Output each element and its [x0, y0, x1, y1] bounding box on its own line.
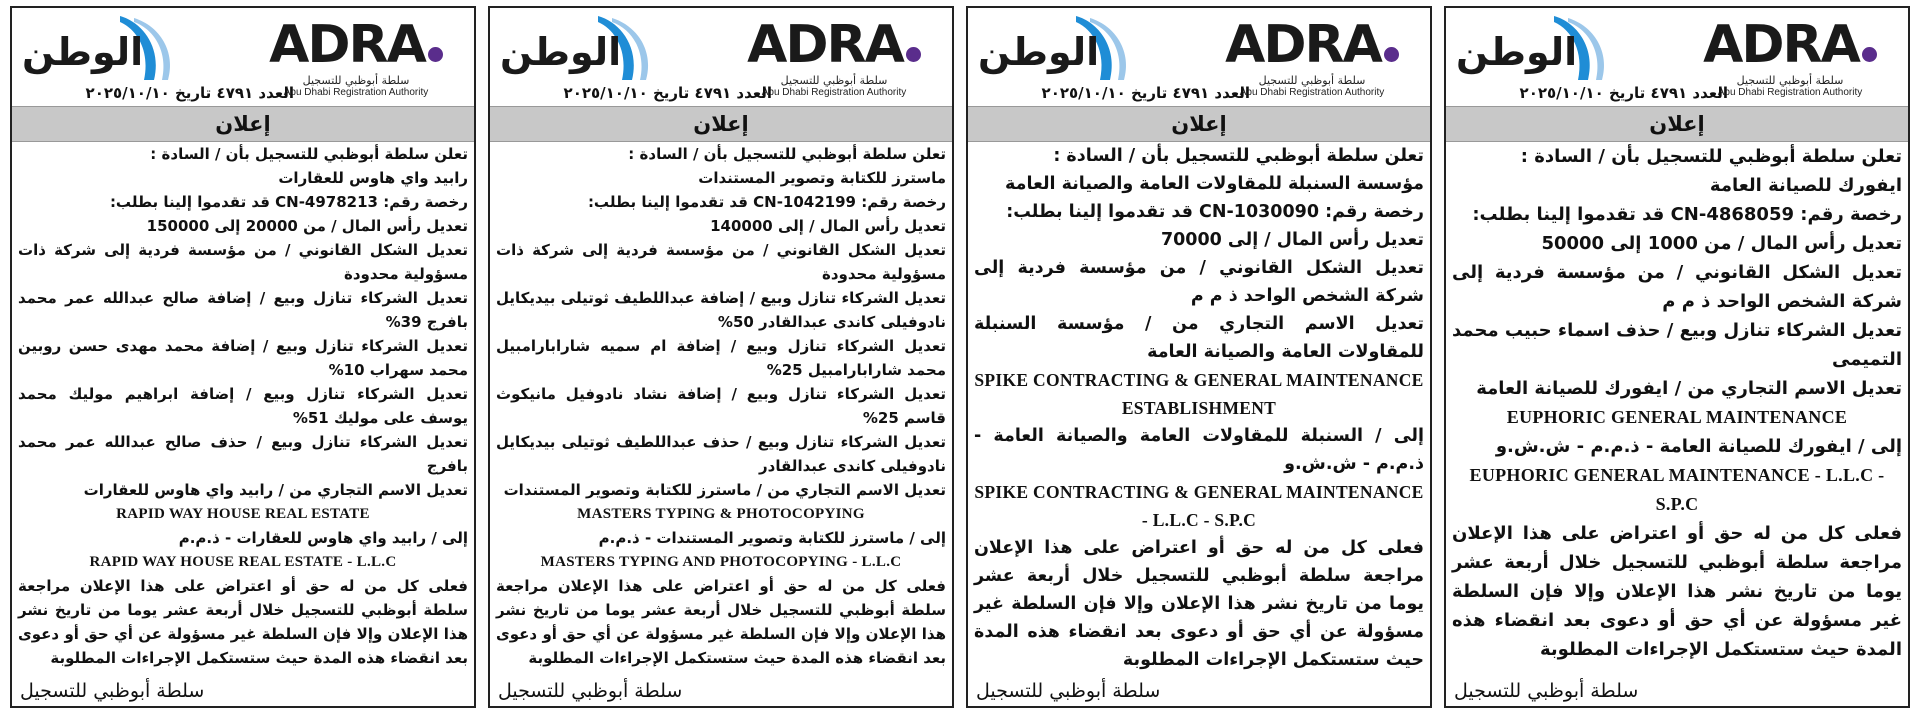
notice-line: إلى / ماسترز للكتابة وتصوير المستندات - ذ.م.م — [598, 529, 946, 547]
notice-line: رخصة رقم: CN-4978213 قد تقدموا إلينا بطلب: — [109, 193, 468, 211]
notice-line: تعديل الشركاء تنازل وبيع / إضافة نشاد نادوفيل مانيكوث قاسم 25% — [496, 385, 946, 427]
notice-panel — [966, 6, 1432, 708]
issue-date: العدد ٤٧٩١ تاريخ ٢٠٢٥/١٠/١٠ — [563, 84, 772, 102]
notice-line-english: RAPID WAY HOUSE REAL ESTATE — [116, 506, 370, 522]
alwatan-logo — [500, 12, 675, 84]
notice-line-english: MASTERS TYPING & PHOTOCOPYING — [577, 506, 865, 522]
notice-line: فعلى كل من له حق أو اعتراض على هذا الإعلان مراجعة سلطة أبوظبي للتسجيل خلال أربعة عشر يوما من تاريخ نشر هذا الإعلان وإلا فإن السلطة غير مسؤولة عن أي حق أو دعوى بعد انقضاء هذه المدة حيث ستستكمل الإجراءات المطلوبة — [496, 577, 946, 667]
notice-line: تعديل الشكل القانوني / من مؤسسة فردية إلى شركة الشخص الواحد ذ م م — [1452, 262, 1902, 312]
notice-body — [12, 142, 474, 682]
adra-english-name: Abu Dhabi Registration Authority — [283, 87, 429, 98]
notice-line: تعديل الشركاء تنازل وبيع / إضافة ام سميه شارابارامبيل محمد شارابارامبيل 25% — [496, 337, 946, 379]
notice-line-english: EUPHORIC GENERAL MAINTENANCE - L.L.C - S.P.C — [1469, 465, 1885, 514]
notice-footer: سلطة أبوظبي للتسجيل — [976, 680, 1161, 702]
notice-text — [18, 142, 468, 670]
notice-line-english: MASTERS TYPING AND PHOTOCOPYING - L.L.C — [540, 554, 902, 570]
notice-line: تعديل الشركاء تنازل وبيع / حذف صالح عبدالله عمر محمد بافرج — [18, 433, 468, 475]
notice-line-english: EUPHORIC GENERAL MAINTENANCE — [1506, 407, 1848, 427]
notice-line: فعلى كل من له حق أو اعتراض على هذا الإعلان مراجعة سلطة أبوظبي للتسجيل خلال أربعة عشر يوما من تاريخ نشر هذا الإعلان وإلا فإن السلطة غير مسؤولة عن أي حق أو دعوى بعد انقضاء هذه المدة حيث ستستكمل الإجراءات المطلوبة — [974, 538, 1424, 670]
notice-line: تعديل الشركاء تنازل وبيع / إضافة صالح عبدالله عمر محمد بافرج 39% — [18, 289, 468, 331]
issue-date: العدد ٤٧٩١ تاريخ ٢٠٢٥/١٠/١٠ — [85, 84, 294, 102]
issue-date: العدد ٤٧٩١ تاريخ ٢٠٢٥/١٠/١٠ — [1041, 84, 1250, 102]
adra-arabic-name: سلطة أبوظبي للتسجيل — [780, 74, 888, 87]
notice-footer: سلطة أبوظبي للتسجيل — [1454, 680, 1639, 702]
notice-panel — [1444, 6, 1910, 708]
notice-title: إعلان — [490, 106, 952, 142]
notice-title: إعلان — [12, 106, 474, 142]
adra-dot-icon — [428, 47, 443, 62]
notice-title: إعلان — [968, 106, 1430, 142]
notice-line: رخصة رقم: CN-1030090 قد تقدموا إلينا بطلب: — [1006, 202, 1424, 222]
notice-line: تعديل الشركاء تنازل وبيع / إضافة ابراهيم موليك محمد يوسف على موليك 51% — [18, 385, 468, 427]
notice-line: فعلى كل من له حق أو اعتراض على هذا الإعلان مراجعة سلطة أبوظبي للتسجيل خلال أربعة عشر يوما من تاريخ نشر هذا الإعلان وإلا فإن السلطة غير مسؤولة عن أي حق أو دعوى بعد انقضاء هذه المدة حيث ستستكمل الإجراءات المطلوبة — [1452, 523, 1902, 660]
notice-line: تعديل الشكل القانوني / من مؤسسة فردية إلى شركة الشخص الواحد ذ م م — [974, 258, 1424, 306]
notice-footer: سلطة أبوظبي للتسجيل — [498, 680, 683, 702]
notice-text — [496, 142, 946, 670]
adra-english-name: Abu Dhabi Registration Authority — [1717, 87, 1863, 98]
notice-line-english: SPIKE CONTRACTING & GENERAL MAINTENANCE ESTABLISHMENT — [974, 370, 1424, 418]
notice-line: تعديل رأس المال / من 1000 إلى 50000 — [1541, 233, 1902, 254]
adra-english-name: Abu Dhabi Registration Authority — [1239, 87, 1385, 98]
notice-title: إعلان — [1446, 106, 1908, 142]
notice-line: تعديل الشركاء تنازل وبيع / إضافة عبداللطيف ثوتيلى بيديكايل نادوفيلى كاندى عبدالقادر 50% — [496, 289, 946, 331]
notice-line: تعديل رأس المال / إلى 140000 — [710, 217, 946, 235]
notice-header — [1446, 8, 1908, 106]
adra-dot-icon — [906, 47, 921, 62]
newspaper-name: الوطن — [1456, 30, 1578, 74]
newspaper-name: الوطن — [22, 30, 144, 74]
adra-arabic-name: سلطة أبوظبي للتسجيل — [302, 74, 410, 87]
newspaper-name: الوطن — [500, 30, 622, 74]
adra-wordmark: ADRA — [747, 15, 903, 75]
notice-line: إلى / السنبلة للمقاولات العامة والصيانة العامة - ذ.م.م - ش.ش.و — [974, 426, 1424, 474]
adra-wordmark: ADRA — [269, 15, 425, 75]
notice-body — [1446, 142, 1908, 682]
notice-header — [968, 8, 1430, 106]
newspaper-name: الوطن — [978, 30, 1100, 74]
notice-body — [490, 142, 952, 682]
notice-line: إلى / رابيد واي هاوس للعقارات - ذ.م.م — [178, 529, 468, 547]
alwatan-logo — [1456, 12, 1631, 84]
adra-dot-icon — [1384, 47, 1399, 62]
notice-panel — [10, 6, 476, 708]
adra-english-name: Abu Dhabi Registration Authority — [761, 87, 907, 98]
notice-line: تعديل الاسم التجاري من / رابيد واي هاوس للعقارات — [83, 481, 468, 499]
notice-line: رخصة رقم: CN-1042199 قد تقدموا إلينا بطلب: — [587, 193, 946, 211]
notice-line: ايفورك للصيانة العامة — [1709, 175, 1902, 196]
notice-body — [968, 142, 1430, 682]
notice-line: تعديل الاسم التجاري من / ايفورك للصيانة العامة — [1476, 378, 1902, 399]
notice-footer: سلطة أبوظبي للتسجيل — [20, 680, 205, 702]
notice-line: فعلى كل من له حق أو اعتراض على هذا الإعلان مراجعة سلطة أبوظبي للتسجيل خلال أربعة عشر يوما من تاريخ نشر هذا الإعلان وإلا فإن السلطة غير مسؤولة عن أي حق أو دعوى بعد انقضاء هذه المدة حيث ستستكمل الإجراءات المطلوبة — [18, 577, 468, 667]
notice-text — [1452, 142, 1902, 664]
adra-dot-icon — [1862, 47, 1877, 62]
notice-line: رخصة رقم: CN-4868059 قد تقدموا إلينا بطلب: — [1472, 204, 1902, 225]
notice-header — [490, 8, 952, 106]
notice-line: رابيد واي هاوس للعقارات — [278, 169, 468, 187]
notice-line: تعديل الاسم التجاري من / مؤسسة السنبلة للمقاولات العامة والصيانة العامة — [974, 314, 1424, 362]
alwatan-logo — [22, 12, 197, 84]
notice-line: تعلن سلطة أبوظبي للتسجيل بأن / السادة : — [1053, 146, 1424, 166]
adra-wordmark: ADRA — [1225, 15, 1381, 75]
notice-line: إلى / ايفورك للصيانة العامة - ذ.م.م - ش.ش.و — [1495, 436, 1902, 457]
issue-date: العدد ٤٧٩١ تاريخ ٢٠٢٥/١٠/١٠ — [1519, 84, 1728, 102]
adra-wordmark: ADRA — [1703, 15, 1859, 75]
notice-panel — [488, 6, 954, 708]
alwatan-logo — [978, 12, 1153, 84]
notice-line: تعلن سلطة أبوظبي للتسجيل بأن / السادة : — [628, 145, 946, 163]
adra-arabic-name: سلطة أبوظبي للتسجيل — [1736, 74, 1844, 87]
notice-line: تعديل رأس المال / من 20000 إلى 150000 — [146, 217, 468, 235]
adra-arabic-name: سلطة أبوظبي للتسجيل — [1258, 74, 1366, 87]
notice-line: تعديل الاسم التجاري من / ماسترز للكتابة وتصوير المستندات — [503, 481, 946, 499]
notice-line: تعديل الشكل القانوني / من مؤسسة فردية إلى شركة ذات مسؤولية محدودة — [18, 241, 468, 283]
notice-header — [12, 8, 474, 106]
notice-line-english: SPIKE CONTRACTING & GENERAL MAINTENANCE - L.L.C - S.P.C — [974, 482, 1424, 530]
notice-line: تعلن سلطة أبوظبي للتسجيل بأن / السادة : — [1520, 146, 1902, 167]
notice-line-english: RAPID WAY HOUSE REAL ESTATE - L.L.C — [89, 554, 397, 570]
notice-line: تعديل الشكل القانوني / من مؤسسة فردية إلى شركة ذات مسؤولية محدودة — [496, 241, 946, 283]
notice-line: ماسترز للكتابة وتصوير المستندات — [698, 169, 946, 187]
notice-line: تعديل رأس المال / إلى 70000 — [1160, 230, 1424, 250]
notice-line: مؤسسة السنبلة للمقاولات العامة والصيانة العامة — [1005, 174, 1424, 194]
notice-line: تعديل الشركاء تنازل وبيع / حذف عبداللطيف ثوتيلى بيديكايل نادوفيلى كاندى عبدالقادر — [496, 433, 946, 475]
notice-text — [974, 142, 1424, 674]
notice-line: تعديل الشركاء تنازل وبيع / إضافة محمد مهدى حسن روبين محمد سهراب 10% — [18, 337, 468, 379]
notice-line: تعلن سلطة أبوظبي للتسجيل بأن / السادة : — [150, 145, 468, 163]
notice-line: تعديل الشركاء تنازل وبيع / حذف اسماء حبيب محمد التميمى — [1452, 320, 1902, 370]
